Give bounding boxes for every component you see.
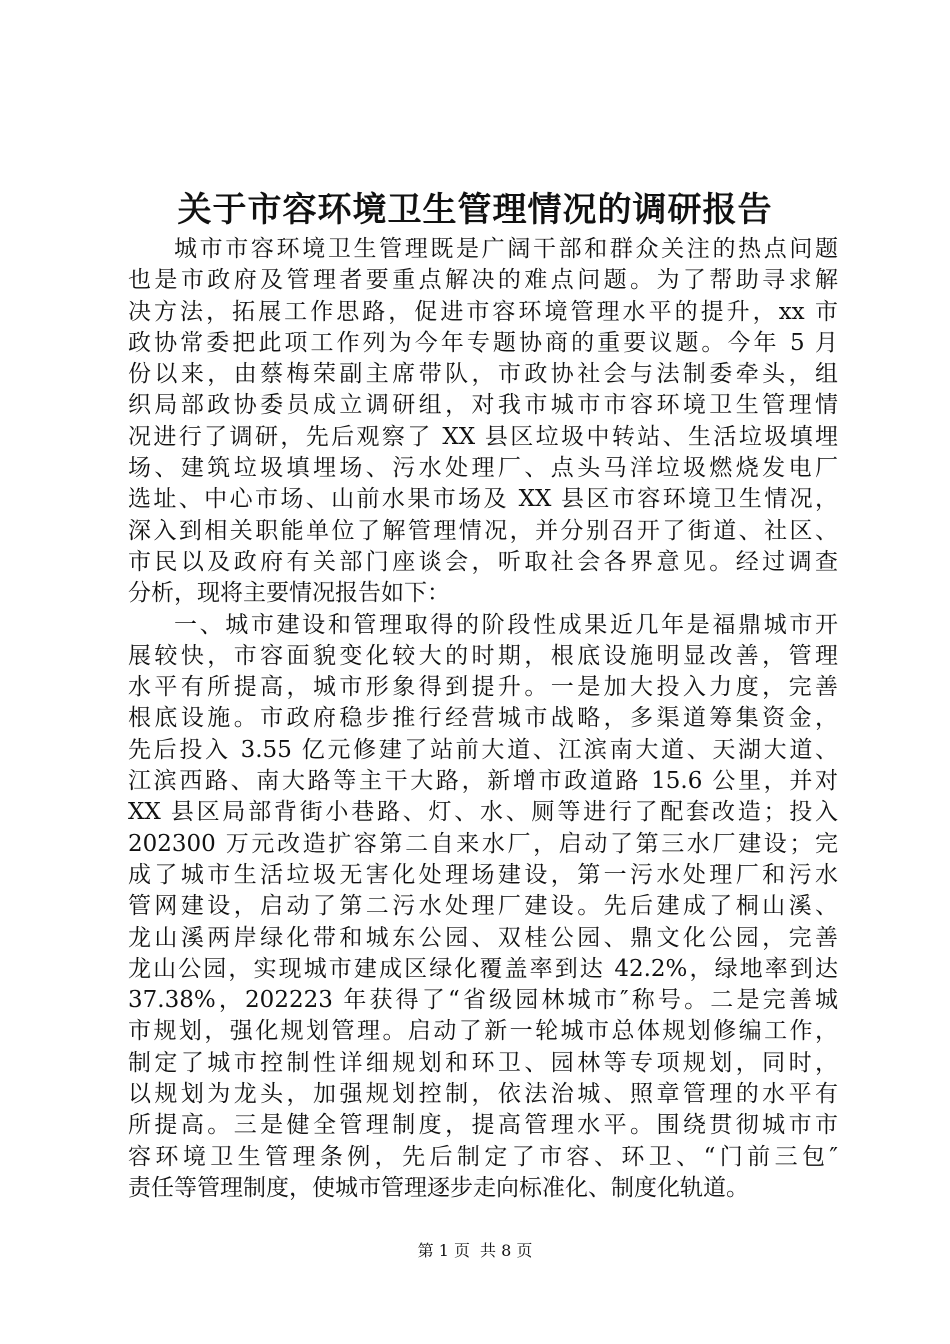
- paragraph-line: 江滨西路、南大路等主干大路，新增市政道路 15.6 公里，并对: [128, 768, 838, 795]
- paragraph-line: 城市市容环境卫生管理既是广阔干部和群众关注的热点问题: [174, 236, 838, 262]
- paragraph-line: 37.38%，202223 年获得了“省级园林城市″称号。二是完善城: [128, 987, 838, 1014]
- paragraph-line: 龙山公园，实现城市建成区绿化覆盖率到达 42.2%，绿地率到达: [128, 955, 838, 982]
- paragraph-line: 责任等管理制度，使城市管理逐步走向标准化、制度化轨道。: [128, 1174, 749, 1201]
- paragraph-line: 也是市政府及管理者要重点解决的难点问题。为了帮助寻求解: [128, 267, 838, 294]
- paragraph-line: 根底设施。市政府稳步推行经营城市战略，多渠道筹集资金，: [128, 705, 838, 732]
- paragraph-line: 容环境卫生管理条例，先后制定了市容、环卫、“门前三包″: [128, 1143, 838, 1170]
- paragraph-line: 先后投入 3.55 亿元修建了站前大道、江滨南大道、天湖大道、: [128, 736, 838, 763]
- paragraph-line: 以规划为龙头，加强规划控制，依法治城、照章管理的水平有: [128, 1081, 838, 1108]
- paragraph-line: XX 县区局部背街小巷路、灯、水、厕等进行了配套改造；投入: [128, 799, 838, 826]
- paragraph-line: 分析，现将主要情况报告如下：: [128, 580, 450, 607]
- paragraph-line: 成了城市生活垃圾无害化处理场建设，第一污水处理厂和污水: [128, 861, 838, 888]
- paragraph-line: 场、建筑垃圾填埋场、污水处理厂、点头马洋垃圾燃烧发电厂: [128, 455, 838, 482]
- paragraph-line: 况进行了调研，先后观察了 XX 县区垃圾中转站、生活垃圾填埋: [128, 423, 838, 450]
- paragraph-line: 202300 万元改造扩容第二自来水厂，启动了第三水厂建设；完: [128, 830, 838, 857]
- paragraph-line: 龙山溪两岸绿化带和城东公园、双桂公园、鼎文化公园，完善: [128, 924, 838, 951]
- total-pages: 共 8 页: [480, 1241, 533, 1260]
- paragraph-line: 管网建设，启动了第二污水处理厂建设。先后建成了桐山溪、: [128, 893, 838, 920]
- paragraph-line: 所提高。三是健全管理制度，提高管理水平。围绕贯彻城市市: [128, 1112, 838, 1139]
- page-number: 第 1 页: [417, 1241, 470, 1260]
- paragraph-line: 制定了城市控制性详细规划和环卫、园林等专项规划，同时，: [128, 1049, 838, 1076]
- paragraph-line: 一、城市建设和管理取得的阶段性成果近几年是福鼎城市开: [174, 611, 838, 638]
- paragraph-line: 政协常委把此项工作列为今年专题协商的重要议题。今年 5 月: [128, 329, 838, 356]
- page-footer: [0, 1239, 950, 1263]
- paragraph-line: 决方法，拓展工作思路，促进市容环境管理水平的提升，xx 市: [128, 298, 838, 325]
- paragraph-line: 份以来，由蔡梅荣副主席带队，市政协社会与法制委牵头，组: [128, 361, 838, 388]
- document-body: [128, 234, 838, 1204]
- paragraph-line: 市民以及政府有关部门座谈会，听取社会各界意见。经过调查: [128, 548, 838, 575]
- paragraph-line: 展较快，市容面貌变化较大的时期，根底设施明显改善，管理: [128, 642, 838, 669]
- document-title: 关于市容环境卫生管理情况的调研报告: [177, 190, 773, 230]
- paragraph-line: 深入到相关职能单位了解管理情况，并分别召开了街道、社区、: [128, 517, 838, 544]
- paragraph-line: 市规划，强化规划管理。启动了新一轮城市总体规划修编工作，: [128, 1018, 838, 1045]
- paragraph-line: 水平有所提高，城市形象得到提升。一是加大投入力度，完善: [128, 674, 838, 701]
- paragraph-line: 选址、中心市场、山前水果市场及 XX 县区市容环境卫生情况，: [128, 486, 838, 513]
- paragraph-line: 织局部政协委员成立调研组，对我市城市市容环境卫生管理情: [128, 392, 838, 419]
